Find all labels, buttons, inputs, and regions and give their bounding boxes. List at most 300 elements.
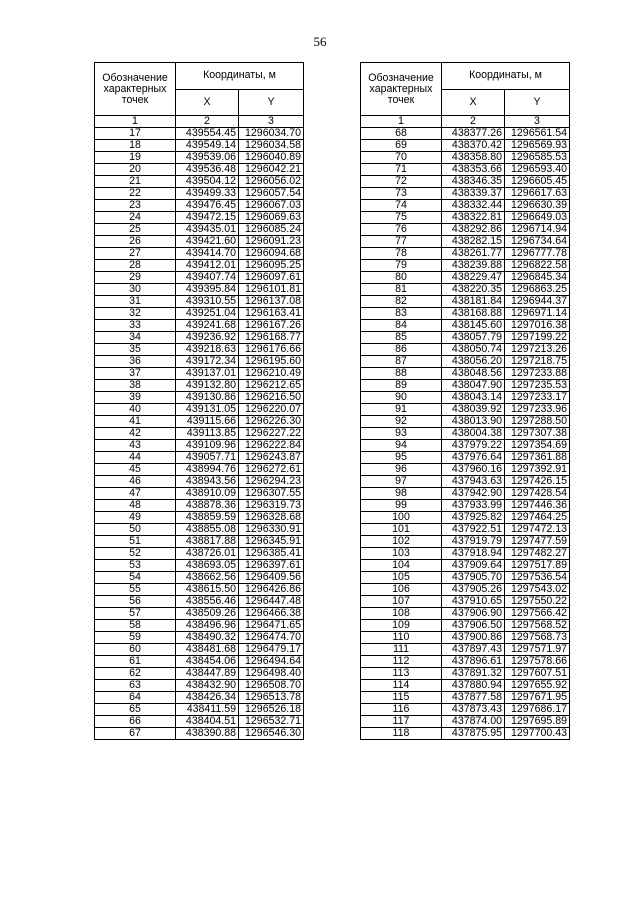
x-coordinate-cell: 437922.51	[442, 524, 505, 536]
point-number-cell: 97	[361, 476, 442, 488]
point-number-cell: 81	[361, 284, 442, 296]
table-row	[95, 212, 304, 224]
table-row	[95, 488, 304, 500]
y-coordinate-cell: 1296137.08	[239, 296, 304, 308]
point-number-cell: 75	[361, 212, 442, 224]
table-row	[95, 512, 304, 524]
x-coordinate-cell: 439536.48	[176, 164, 239, 176]
table-row	[361, 344, 570, 356]
point-number-cell: 37	[95, 368, 176, 380]
point-number-cell: 85	[361, 332, 442, 344]
y-coordinate-cell: 1296272.61	[239, 464, 304, 476]
point-number-cell: 24	[95, 212, 176, 224]
point-number-cell: 100	[361, 512, 442, 524]
y-coordinate-cell: 1297235.53	[505, 380, 570, 392]
y-coordinate-cell: 1296328.68	[239, 512, 304, 524]
x-coordinate-cell: 438615.50	[176, 584, 239, 596]
point-number-cell: 31	[95, 296, 176, 308]
y-coordinate-cell: 1296227.22	[239, 428, 304, 440]
table-row	[95, 452, 304, 464]
y-coordinate-cell: 1297566.42	[505, 608, 570, 620]
column-index-1: 1	[361, 116, 442, 128]
y-coordinate-cell: 1296474.70	[239, 632, 304, 644]
point-number-cell: 46	[95, 476, 176, 488]
table-row	[361, 548, 570, 560]
point-number-cell: 98	[361, 488, 442, 500]
x-coordinate-cell: 438509.26	[176, 608, 239, 620]
table-row	[361, 572, 570, 584]
y-coordinate-cell: 1296091.23	[239, 236, 304, 248]
y-coordinate-cell: 1297472.13	[505, 524, 570, 536]
point-number-cell: 66	[95, 716, 176, 728]
y-coordinate-cell: 1297671.95	[505, 692, 570, 704]
x-header: X	[176, 89, 239, 116]
y-coordinate-cell: 1296532.71	[239, 716, 304, 728]
table-row	[95, 428, 304, 440]
coordinates-table-right	[360, 62, 570, 740]
table-row	[361, 704, 570, 716]
y-coordinate-cell: 1297550.22	[505, 596, 570, 608]
table-row	[361, 644, 570, 656]
point-number-cell: 78	[361, 248, 442, 260]
table-row	[95, 716, 304, 728]
point-number-cell: 42	[95, 428, 176, 440]
point-number-cell: 109	[361, 620, 442, 632]
y-coordinate-cell: 1297571.97	[505, 644, 570, 656]
point-number-cell: 53	[95, 560, 176, 572]
y-coordinate-cell: 1296101.81	[239, 284, 304, 296]
x-coordinate-cell: 438855.08	[176, 524, 239, 536]
point-number-cell: 111	[361, 644, 442, 656]
x-coordinate-cell: 437942.90	[442, 488, 505, 500]
x-coordinate-cell: 438411.59	[176, 704, 239, 716]
x-coordinate-cell: 438943.56	[176, 476, 239, 488]
point-number-cell: 76	[361, 224, 442, 236]
y-coordinate-cell: 1296210.49	[239, 368, 304, 380]
x-coordinate-cell: 439407.74	[176, 272, 239, 284]
y-coordinate-cell: 1297686.17	[505, 704, 570, 716]
point-number-cell: 82	[361, 296, 442, 308]
x-coordinate-cell: 437905.26	[442, 584, 505, 596]
point-number-cell: 26	[95, 236, 176, 248]
x-coordinate-cell: 437943.63	[442, 476, 505, 488]
x-coordinate-cell: 438693.05	[176, 560, 239, 572]
x-coordinate-cell: 439549.14	[176, 140, 239, 152]
y-coordinate-cell: 1296319.73	[239, 500, 304, 512]
x-coordinate-cell: 438859.59	[176, 512, 239, 524]
point-number-cell: 94	[361, 440, 442, 452]
table-row	[361, 464, 570, 476]
x-coordinate-cell: 437906.50	[442, 620, 505, 632]
x-coordinate-cell: 439172.34	[176, 356, 239, 368]
y-coordinate-cell: 1297426.15	[505, 476, 570, 488]
table-row	[361, 728, 570, 740]
x-coordinate-cell: 439251.04	[176, 308, 239, 320]
table-row	[95, 380, 304, 392]
point-number-cell: 33	[95, 320, 176, 332]
point-number-cell: 101	[361, 524, 442, 536]
y-coordinate-cell: 1296617.63	[505, 188, 570, 200]
table-row	[361, 452, 570, 464]
x-coordinate-cell: 438056.20	[442, 356, 505, 368]
y-coordinate-cell: 1296042.21	[239, 164, 304, 176]
x-coordinate-cell: 438043.14	[442, 392, 505, 404]
x-coordinate-cell: 438878.36	[176, 500, 239, 512]
y-coordinate-cell: 1296097.61	[239, 272, 304, 284]
x-coordinate-cell: 439476.45	[176, 200, 239, 212]
column-index-3: 3	[239, 116, 304, 128]
x-coordinate-cell: 437933.99	[442, 500, 505, 512]
y-coordinate-cell: 1296561.54	[505, 128, 570, 140]
point-number-cell: 23	[95, 200, 176, 212]
table-body-left	[95, 128, 304, 740]
y-coordinate-cell: 1296307.55	[239, 488, 304, 500]
x-coordinate-cell: 438261.77	[442, 248, 505, 260]
x-coordinate-cell: 438013.90	[442, 416, 505, 428]
table-row	[361, 188, 570, 200]
y-coordinate-cell: 1297199.22	[505, 332, 570, 344]
table-row	[361, 320, 570, 332]
x-coordinate-cell: 438168.88	[442, 308, 505, 320]
table-row	[95, 524, 304, 536]
table-row	[95, 536, 304, 548]
table-row	[95, 188, 304, 200]
table-row	[95, 392, 304, 404]
y-coordinate-cell: 1296385.41	[239, 548, 304, 560]
table-row	[95, 680, 304, 692]
x-coordinate-cell: 437906.90	[442, 608, 505, 620]
y-coordinate-cell: 1297482.27	[505, 548, 570, 560]
x-coordinate-cell: 439421.60	[176, 236, 239, 248]
point-number-cell: 29	[95, 272, 176, 284]
y-header: Y	[239, 89, 304, 116]
point-number-cell: 19	[95, 152, 176, 164]
x-coordinate-cell: 437909.64	[442, 560, 505, 572]
point-number-cell: 32	[95, 308, 176, 320]
x-coordinate-cell: 438239.88	[442, 260, 505, 272]
x-coordinate-cell: 439414.70	[176, 248, 239, 260]
table-row	[361, 236, 570, 248]
coordinates-header: Координаты, м	[176, 63, 304, 90]
x-coordinate-cell: 438556.46	[176, 596, 239, 608]
x-coordinate-cell: 438496.96	[176, 620, 239, 632]
point-designation-header: Обозначение характерных точек	[95, 63, 176, 116]
point-number-cell: 102	[361, 536, 442, 548]
x-coordinate-cell: 438370.42	[442, 140, 505, 152]
x-coordinate-cell: 437900.86	[442, 632, 505, 644]
coordinates-header: Координаты, м	[442, 63, 570, 90]
point-number-cell: 77	[361, 236, 442, 248]
point-number-cell: 105	[361, 572, 442, 584]
table-row	[95, 584, 304, 596]
x-header: X	[442, 89, 505, 116]
point-number-cell: 51	[95, 536, 176, 548]
point-number-cell: 35	[95, 344, 176, 356]
y-coordinate-cell: 1297655.92	[505, 680, 570, 692]
y-coordinate-cell: 1296508.70	[239, 680, 304, 692]
point-number-cell: 28	[95, 260, 176, 272]
y-coordinate-cell: 1296397.61	[239, 560, 304, 572]
table-row	[95, 644, 304, 656]
table-row	[361, 248, 570, 260]
x-coordinate-cell: 439057.71	[176, 452, 239, 464]
x-coordinate-cell: 439395.84	[176, 284, 239, 296]
y-coordinate-cell: 1296630.39	[505, 200, 570, 212]
x-coordinate-cell: 438377.26	[442, 128, 505, 140]
point-number-cell: 27	[95, 248, 176, 260]
y-coordinate-cell: 1297700.43	[505, 728, 570, 740]
x-coordinate-cell: 438390.88	[176, 728, 239, 740]
column-index-2: 2	[442, 116, 505, 128]
y-coordinate-cell: 1296085.24	[239, 224, 304, 236]
y-coordinate-cell: 1297218.75	[505, 356, 570, 368]
x-coordinate-cell: 439504.12	[176, 176, 239, 188]
y-coordinate-cell: 1296330.91	[239, 524, 304, 536]
point-number-cell: 92	[361, 416, 442, 428]
y-coordinate-cell: 1297016.38	[505, 320, 570, 332]
point-number-cell: 57	[95, 608, 176, 620]
x-coordinate-cell: 438994.76	[176, 464, 239, 476]
point-number-cell: 40	[95, 404, 176, 416]
point-number-cell: 17	[95, 128, 176, 140]
point-number-cell: 50	[95, 524, 176, 536]
table-row	[361, 212, 570, 224]
table-row	[361, 404, 570, 416]
y-coordinate-cell: 1296345.91	[239, 536, 304, 548]
table-row	[361, 224, 570, 236]
y-coordinate-cell: 1296494.64	[239, 656, 304, 668]
y-coordinate-cell: 1297568.73	[505, 632, 570, 644]
y-coordinate-cell: 1296195.60	[239, 356, 304, 368]
y-coordinate-cell: 1297477.59	[505, 536, 570, 548]
table-row	[361, 692, 570, 704]
point-number-cell: 61	[95, 656, 176, 668]
table-row	[95, 632, 304, 644]
point-number-cell: 38	[95, 380, 176, 392]
table-row	[95, 236, 304, 248]
x-coordinate-cell: 438481.68	[176, 644, 239, 656]
x-coordinate-cell: 438404.51	[176, 716, 239, 728]
y-coordinate-cell: 1297543.02	[505, 584, 570, 596]
y-coordinate-cell: 1296944.37	[505, 296, 570, 308]
y-coordinate-cell: 1297233.88	[505, 368, 570, 380]
x-coordinate-cell: 438346.35	[442, 176, 505, 188]
table-row	[95, 320, 304, 332]
y-coordinate-cell: 1296163.41	[239, 308, 304, 320]
table-row	[361, 560, 570, 572]
table-row	[361, 356, 570, 368]
point-number-cell: 106	[361, 584, 442, 596]
point-number-cell: 36	[95, 356, 176, 368]
y-coordinate-cell: 1296176.66	[239, 344, 304, 356]
point-number-cell: 71	[361, 164, 442, 176]
point-number-cell: 88	[361, 368, 442, 380]
y-coordinate-cell: 1296498.40	[239, 668, 304, 680]
point-number-cell: 18	[95, 140, 176, 152]
table-row	[361, 416, 570, 428]
x-coordinate-cell: 438229.47	[442, 272, 505, 284]
point-number-cell: 117	[361, 716, 442, 728]
point-number-cell: 112	[361, 656, 442, 668]
table-row	[361, 392, 570, 404]
point-number-cell: 62	[95, 668, 176, 680]
y-coordinate-cell: 1296649.03	[505, 212, 570, 224]
y-coordinate-cell: 1297578.66	[505, 656, 570, 668]
x-coordinate-cell: 437919.79	[442, 536, 505, 548]
y-coordinate-cell: 1296167.26	[239, 320, 304, 332]
table-row	[95, 200, 304, 212]
x-coordinate-cell: 438047.90	[442, 380, 505, 392]
y-coordinate-cell: 1297446.36	[505, 500, 570, 512]
y-coordinate-cell: 1296714.94	[505, 224, 570, 236]
point-number-cell: 58	[95, 620, 176, 632]
point-number-cell: 68	[361, 128, 442, 140]
table-row	[95, 572, 304, 584]
y-coordinate-cell: 1296040.89	[239, 152, 304, 164]
x-coordinate-cell: 439310.55	[176, 296, 239, 308]
x-coordinate-cell: 439539.06	[176, 152, 239, 164]
point-number-cell: 60	[95, 644, 176, 656]
x-coordinate-cell: 438490.32	[176, 632, 239, 644]
y-coordinate-cell: 1296585.53	[505, 152, 570, 164]
y-coordinate-cell: 1296034.70	[239, 128, 304, 140]
x-coordinate-cell: 438004.38	[442, 428, 505, 440]
x-coordinate-cell: 438910.09	[176, 488, 239, 500]
y-coordinate-cell: 1296094.68	[239, 248, 304, 260]
column-index-3: 3	[505, 116, 570, 128]
point-number-cell: 41	[95, 416, 176, 428]
y-coordinate-cell: 1297392.91	[505, 464, 570, 476]
point-number-cell: 116	[361, 704, 442, 716]
table-row	[361, 152, 570, 164]
x-coordinate-cell: 439554.45	[176, 128, 239, 140]
table-row	[361, 440, 570, 452]
y-coordinate-cell: 1296546.30	[239, 728, 304, 740]
x-coordinate-cell: 439499.33	[176, 188, 239, 200]
y-coordinate-cell: 1297233.17	[505, 392, 570, 404]
x-coordinate-cell: 437877.58	[442, 692, 505, 704]
point-number-cell: 59	[95, 632, 176, 644]
table-row	[95, 176, 304, 188]
point-number-cell: 21	[95, 176, 176, 188]
point-number-cell: 103	[361, 548, 442, 560]
y-coordinate-cell: 1297536.54	[505, 572, 570, 584]
point-number-cell: 115	[361, 692, 442, 704]
y-coordinate-cell: 1296526.18	[239, 704, 304, 716]
x-coordinate-cell: 437896.61	[442, 656, 505, 668]
table-row	[361, 428, 570, 440]
y-coordinate-cell: 1296226.30	[239, 416, 304, 428]
y-coordinate-cell: 1296845.34	[505, 272, 570, 284]
point-number-cell: 84	[361, 320, 442, 332]
page-number: 56	[313, 34, 327, 49]
table-row	[95, 368, 304, 380]
point-number-cell: 70	[361, 152, 442, 164]
x-coordinate-cell: 439131.05	[176, 404, 239, 416]
x-coordinate-cell: 439241.68	[176, 320, 239, 332]
y-coordinate-cell: 1296216.50	[239, 392, 304, 404]
x-coordinate-cell: 438447.89	[176, 668, 239, 680]
point-number-cell: 56	[95, 596, 176, 608]
x-coordinate-cell: 438817.88	[176, 536, 239, 548]
y-coordinate-cell: 1296409.56	[239, 572, 304, 584]
point-number-cell: 91	[361, 404, 442, 416]
y-coordinate-cell: 1296734.64	[505, 236, 570, 248]
point-number-cell: 74	[361, 200, 442, 212]
point-number-cell: 54	[95, 572, 176, 584]
table-row	[361, 488, 570, 500]
y-coordinate-cell: 1296605.45	[505, 176, 570, 188]
point-number-cell: 43	[95, 440, 176, 452]
table-row	[361, 128, 570, 140]
x-coordinate-cell: 439472.15	[176, 212, 239, 224]
point-number-cell: 86	[361, 344, 442, 356]
point-number-cell: 22	[95, 188, 176, 200]
point-number-cell: 44	[95, 452, 176, 464]
point-number-cell: 52	[95, 548, 176, 560]
x-coordinate-cell: 438181.84	[442, 296, 505, 308]
table-row	[95, 332, 304, 344]
y-coordinate-cell: 1296220.07	[239, 404, 304, 416]
y-coordinate-cell: 1296569.93	[505, 140, 570, 152]
y-coordinate-cell: 1296971.14	[505, 308, 570, 320]
x-coordinate-cell: 438322.81	[442, 212, 505, 224]
table-row	[361, 716, 570, 728]
y-coordinate-cell: 1297517.89	[505, 560, 570, 572]
x-coordinate-cell: 438220.35	[442, 284, 505, 296]
table-row	[95, 296, 304, 308]
point-number-cell: 64	[95, 692, 176, 704]
y-coordinate-cell: 1297288.50	[505, 416, 570, 428]
table-row	[361, 176, 570, 188]
point-number-cell: 104	[361, 560, 442, 572]
y-coordinate-cell: 1296034.58	[239, 140, 304, 152]
y-coordinate-cell: 1296471.65	[239, 620, 304, 632]
table-row	[95, 308, 304, 320]
table-row	[361, 284, 570, 296]
table-row	[95, 416, 304, 428]
table-row	[95, 464, 304, 476]
y-coordinate-cell: 1296168.77	[239, 332, 304, 344]
point-number-cell: 73	[361, 188, 442, 200]
x-coordinate-cell: 439130.86	[176, 392, 239, 404]
table-row	[361, 668, 570, 680]
y-coordinate-cell: 1296479.17	[239, 644, 304, 656]
x-coordinate-cell: 439115.66	[176, 416, 239, 428]
x-coordinate-cell: 438039.92	[442, 404, 505, 416]
x-coordinate-cell: 438145.60	[442, 320, 505, 332]
x-coordinate-cell: 438426.34	[176, 692, 239, 704]
table-row	[95, 344, 304, 356]
table-row	[95, 668, 304, 680]
point-number-cell: 110	[361, 632, 442, 644]
x-coordinate-cell: 439109.96	[176, 440, 239, 452]
x-coordinate-cell: 437897.43	[442, 644, 505, 656]
table-row	[361, 296, 570, 308]
point-number-cell: 87	[361, 356, 442, 368]
table-row	[95, 620, 304, 632]
table-row	[361, 536, 570, 548]
point-number-cell: 118	[361, 728, 442, 740]
y-coordinate-cell: 1297464.25	[505, 512, 570, 524]
table-row	[361, 596, 570, 608]
table-row	[361, 524, 570, 536]
x-coordinate-cell: 437960.16	[442, 464, 505, 476]
point-number-cell: 49	[95, 512, 176, 524]
point-number-cell: 65	[95, 704, 176, 716]
x-coordinate-cell: 439113.85	[176, 428, 239, 440]
y-coordinate-cell: 1297354.69	[505, 440, 570, 452]
